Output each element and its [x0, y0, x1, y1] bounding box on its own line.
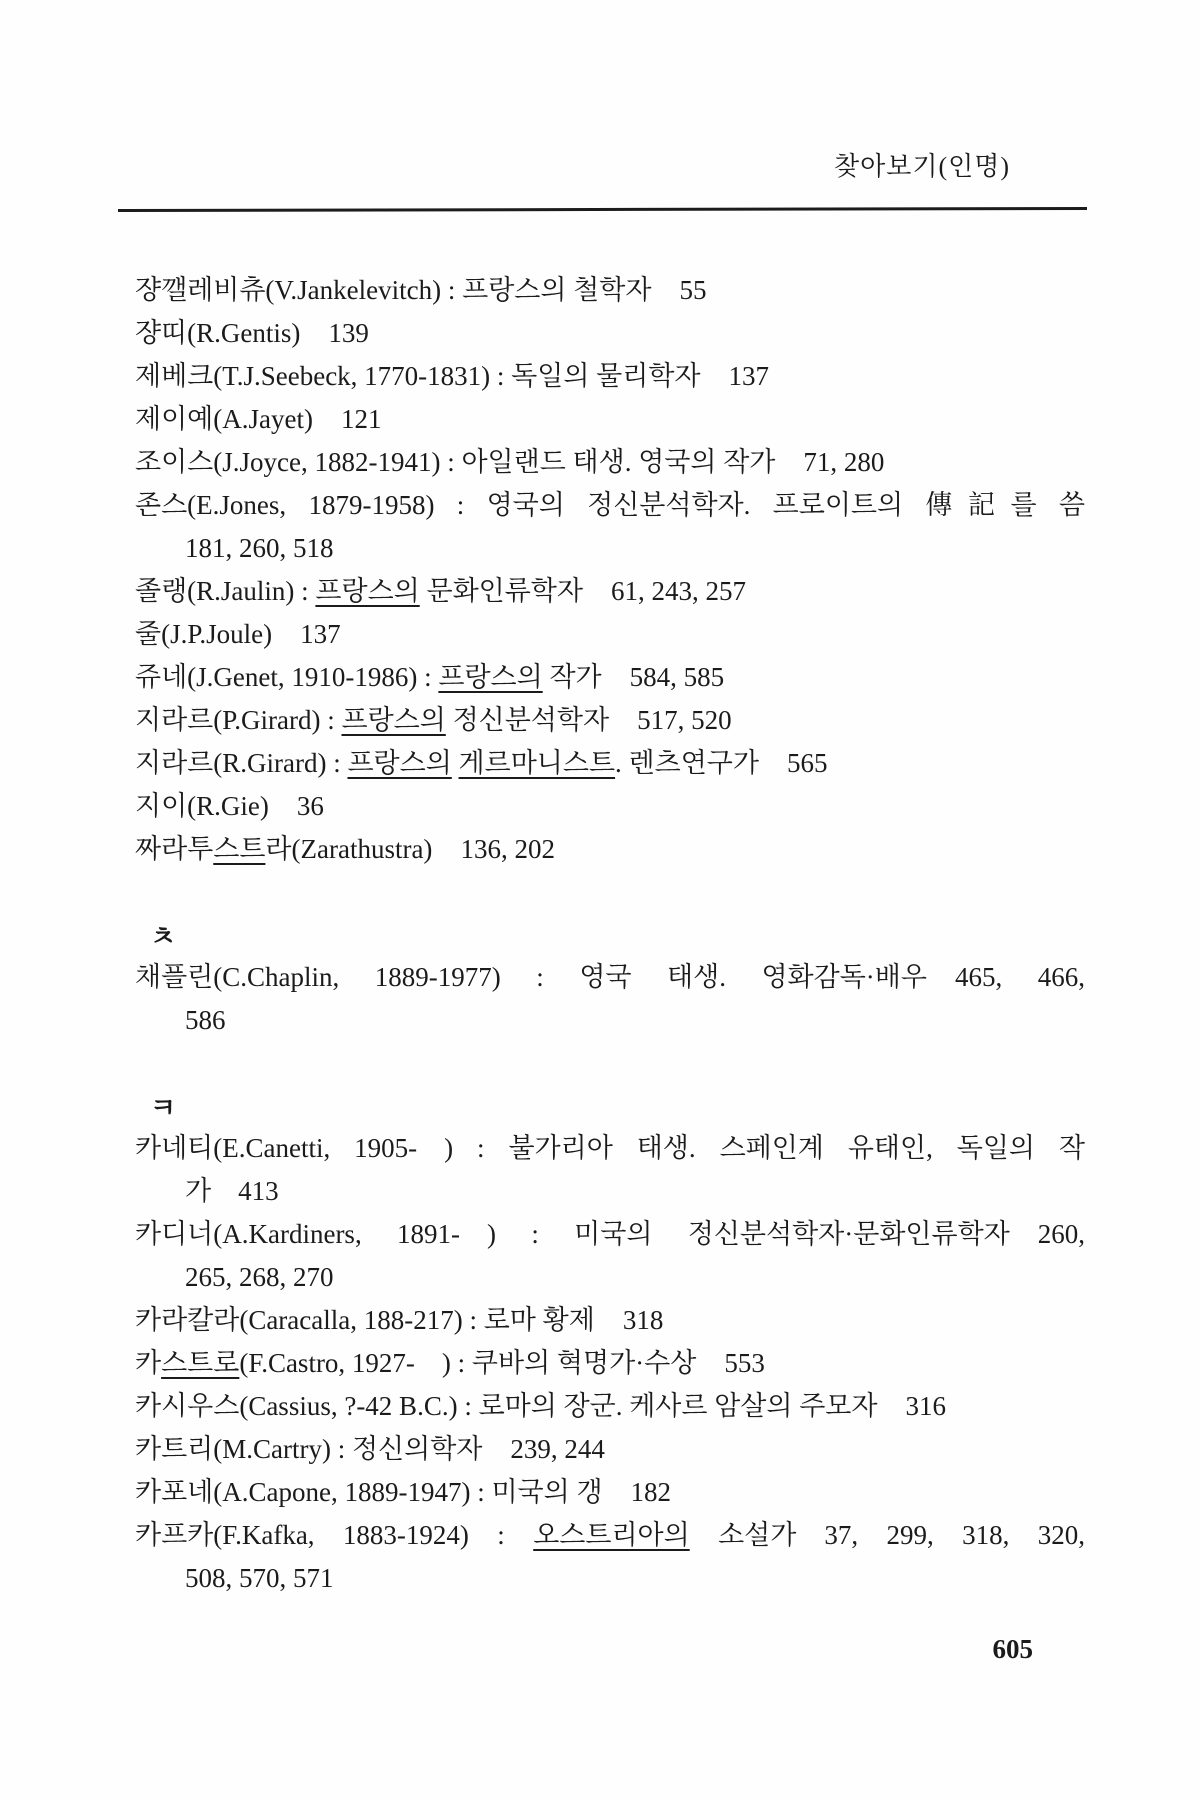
page-references-continued: 508, 570, 571: [185, 1563, 334, 1593]
index-entry-line: [135, 441, 1085, 484]
index-entry: [135, 699, 1085, 742]
index-entry-line: [135, 1127, 1085, 1170]
index-entry: [135, 398, 1085, 441]
index-entry-line: [135, 1471, 1085, 1514]
page-references: 584, 585: [629, 662, 725, 692]
page-references: 121: [340, 404, 382, 434]
index-entry-line: [135, 1428, 1085, 1471]
underlined-text: 게르마니스트: [458, 748, 616, 778]
index-entry: [135, 1213, 1085, 1299]
running-header: [834, 146, 1010, 183]
page-title: 찾아보기(인명): [833, 152, 1010, 181]
entry-text: [452, 748, 459, 778]
page-references: 55: [679, 275, 707, 305]
index-entry: [135, 484, 1085, 570]
entry-text: 카트리(M.Cartry) : 정신의학자: [135, 1434, 483, 1464]
index-entry-line: [135, 269, 1085, 312]
entry-text: 지라르(P.Girard) :: [135, 705, 342, 735]
index-entry-line: [135, 570, 1085, 613]
underlined-text: 프랑스의: [438, 662, 543, 692]
page-references: 61, 243, 257: [610, 576, 746, 606]
entry-text: 라(Zarathustra): [265, 834, 433, 864]
page-references: 260,: [1037, 1219, 1085, 1249]
index-entry: [135, 1299, 1085, 1342]
page-references: 139: [328, 318, 369, 348]
index-entry: [135, 1428, 1085, 1471]
index-entry-line: [135, 742, 1085, 785]
underlined-text: 프랑스의: [341, 705, 446, 735]
index-entry-line: [135, 956, 1086, 999]
entry-text: 카네티(E.Canetti, 1905- ) : 불가리아 태생. 스페인계 유태인, 독일의 작: [135, 1133, 1085, 1163]
index-entry-line: [135, 1385, 1085, 1428]
entry-text: 조이스(J.Joyce, 1882-1941) : 아일랜드 태생. 영국의 작가: [135, 447, 776, 477]
entry-text: 쟝깰레비츄(V.Jankelevitch) : 프랑스의 철학자: [135, 275, 652, 305]
index-entry: [135, 1471, 1085, 1514]
entry-text: 작가: [542, 662, 602, 692]
index-entry-line: [135, 1213, 1085, 1256]
entry-text: 제이예(A.Jayet): [135, 404, 313, 434]
underlined-text: 프랑스의: [315, 576, 420, 606]
index-entry: [135, 742, 1085, 785]
index-entry-line: [135, 484, 1085, 527]
index-entry: [135, 656, 1085, 699]
entry-text: (F.Castro, 1927- ) : 쿠바의 혁명가·수상: [239, 1348, 697, 1378]
entry-text: 지라르(R.Girard) :: [135, 748, 348, 778]
entry-text: 채플린(C.Chaplin, 1889-1977) : 영국 태생. 영화감독·배우: [135, 962, 927, 992]
page-references: 517, 520: [637, 705, 732, 735]
index-entry: [135, 570, 1085, 613]
page-references: 137: [728, 361, 769, 391]
underlined-text: 스트로: [161, 1348, 240, 1378]
entry-text: 졸랭(R.Jaulin) :: [135, 576, 316, 606]
index-entry-line: [135, 613, 1085, 656]
page-references: 316: [905, 1391, 946, 1421]
underlined-text: 스트: [213, 834, 266, 864]
page-references: 465, 466,: [954, 962, 1086, 992]
page-references: 318: [622, 1305, 664, 1335]
page-references: 36: [296, 791, 324, 821]
header-rule: [118, 207, 1087, 212]
page-references-continued: 586: [185, 1005, 226, 1035]
entry-text: 문화인류학자: [419, 576, 583, 606]
index-entry: [135, 269, 1085, 312]
index-entry-line: [135, 355, 1085, 398]
underlined-text: 프랑스의: [347, 748, 452, 778]
index-entry-line: [135, 699, 1085, 742]
index-entry: [135, 1514, 1085, 1600]
index-entry-line: [135, 312, 1085, 355]
entry-text: 소설가: [689, 1520, 797, 1550]
index-entry: [135, 785, 1085, 828]
section-heading: ㅋ: [150, 1093, 177, 1123]
index-list: [135, 269, 1085, 1600]
page-references: 137: [300, 619, 341, 649]
index-entry-line: [135, 828, 1085, 871]
entry-text: 카시우스(Cassius, ?-42 B.C.) : 로마의 장군. 케사르 암살의 주모자: [135, 1391, 878, 1421]
index-entry: [135, 312, 1085, 355]
index-entry: [135, 1127, 1085, 1213]
entry-text: 카디너(A.Kardiners, 1891- ) : 미국의 정신분석학자·문화인류학자: [135, 1219, 1010, 1249]
index-entry-line: [135, 1514, 1086, 1557]
index-entry: [135, 613, 1085, 656]
entry-text: 카: [135, 1348, 162, 1378]
entry-text: 카프카(F.Kafka, 1883-1924) :: [135, 1520, 534, 1550]
index-entry: [135, 1385, 1085, 1428]
entry-text: 존스(E.Jones, 1879-1958) : 영국의 정신분석학자. 프로이트의 傳記를 씀: [135, 490, 1085, 520]
underlined-text: 오스트리아의: [533, 1520, 690, 1550]
page-references: 182: [630, 1477, 672, 1507]
entry-text: 카포네(A.Capone, 1889-1947) : 미국의 갱: [135, 1477, 603, 1507]
index-entry: [135, 441, 1085, 484]
entry-text: 짜라투: [135, 834, 214, 864]
section-heading: ㅊ: [150, 922, 177, 952]
entry-text: . 렌츠연구가: [615, 748, 759, 778]
page-number: 605: [992, 1634, 1033, 1664]
page-references: 239, 244: [510, 1434, 605, 1464]
page-references-continued: 265, 268, 270: [185, 1262, 334, 1292]
page-references: 553: [724, 1348, 765, 1378]
index-entry-line: [135, 398, 1085, 441]
index-entry: [135, 956, 1085, 1042]
index-entry: [135, 828, 1085, 871]
index-entry-line: [135, 656, 1085, 699]
page-references: 565: [786, 748, 828, 778]
index-entry: [135, 1342, 1085, 1385]
entry-text: 정신분석학자: [445, 705, 610, 735]
entry-text: 제베크(T.J.Seebeck, 1770-1831) : 독일의 물리학자: [135, 361, 701, 391]
entry-text: 쟝띠(R.Gentis): [135, 318, 301, 348]
entry-text: 카라칼라(Caracalla, 188-217) : 로마 황제: [135, 1305, 595, 1335]
index-entry-line: [135, 1342, 1085, 1385]
page-references: 136, 202: [460, 834, 555, 864]
index-entry: [135, 355, 1085, 398]
page-references-continued: 181, 260, 518: [185, 533, 334, 563]
entry-text: 쥬네(J.Genet, 1910-1986) :: [135, 662, 439, 692]
page-references: 37, 299, 318, 320,: [824, 1520, 1086, 1550]
index-entry-line: [135, 1299, 1085, 1342]
page-references: 71, 280: [803, 447, 885, 477]
page-references-continued: 가 413: [185, 1176, 279, 1206]
entry-text: 줄(J.P.Joule): [135, 619, 273, 649]
index-entry-line: [135, 785, 1085, 828]
entry-text: 지이(R.Gie): [135, 791, 269, 821]
